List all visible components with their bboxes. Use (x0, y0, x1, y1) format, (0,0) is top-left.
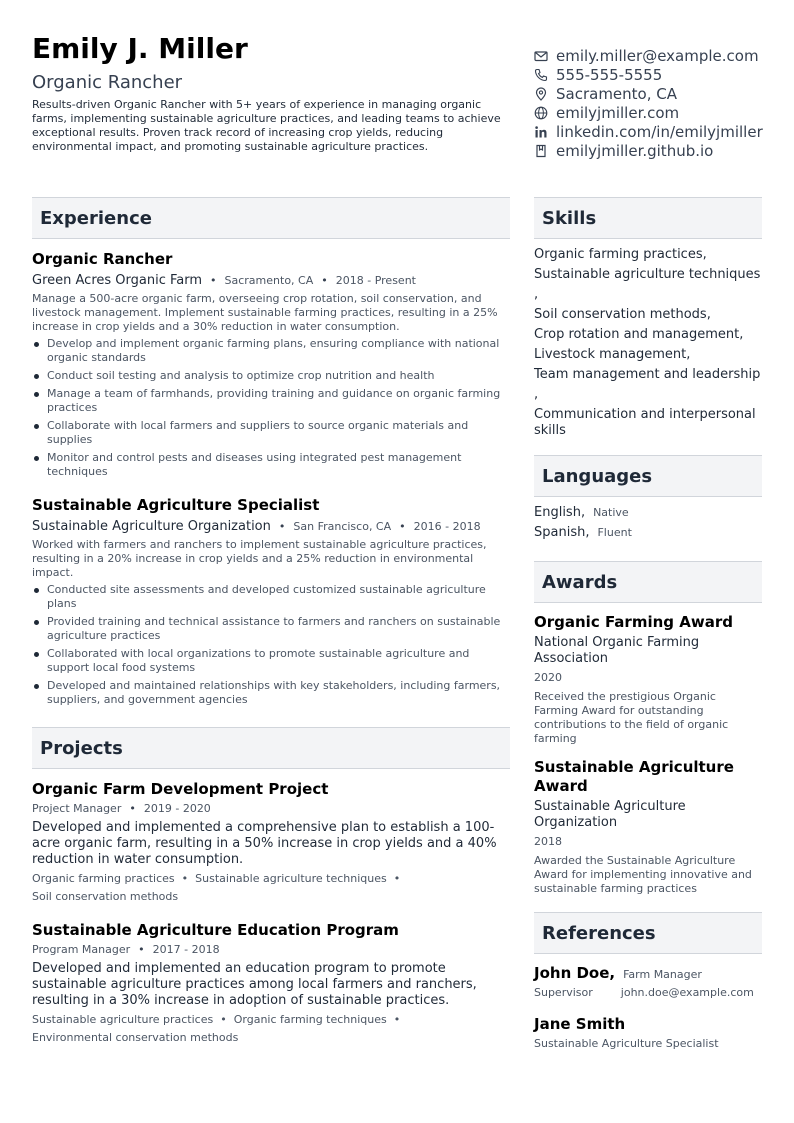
project-tag: Soil conservation methods (32, 890, 179, 903)
reference-header (534, 964, 762, 982)
bullet-item: Manage a team of farmhands, providing training and guidance on organic farming practices (32, 387, 510, 415)
contact-linkedin[interactable] (534, 122, 792, 141)
section-header-awards: Awards (534, 561, 762, 603)
language-item (534, 525, 762, 545)
reference-item (534, 1015, 762, 1050)
award-title: Sustainable Agriculture Award (534, 758, 734, 795)
languages-list (534, 505, 762, 545)
contact-github-text: emilyjmiller.github.io (556, 141, 714, 160)
award-date: 2020 (534, 671, 562, 684)
project-tag: Organic farming practices (32, 872, 175, 885)
skill-item: Soil conservation methods, (534, 307, 711, 322)
award-date: 2018 (534, 835, 562, 848)
separator-dot: • (129, 802, 136, 815)
project-dates: 2017 - 2018 (152, 943, 220, 956)
skill-item: Livestock management, (534, 347, 691, 362)
job-description: Manage a 500-acre organic farm, overseeing crop rotation, soil conservation, and livestock management. Implement sustainable farming practices, resulting in a 25% increase in crop yields and a 30% reduction in water consumption. (32, 292, 498, 333)
phone-icon (534, 68, 548, 82)
section-header-experience: Experience (32, 197, 510, 239)
project-description: Developed and implemented a comprehensive plan to establish a 100-acre organic farm, resulting in a 50% increase in crop yields and a 40% reduction in water consumption. (32, 820, 497, 867)
skill-item: , (534, 387, 539, 402)
location-icon (534, 87, 548, 101)
contact-phone-text: 555-555-5555 (556, 65, 663, 84)
reference-relationship: Sustainable Agriculture Specialist (534, 1037, 719, 1050)
contact-github[interactable] (534, 141, 792, 160)
job-meta (32, 515, 510, 537)
project-meta (32, 940, 510, 960)
skill-item: Organic farming practices, (534, 247, 707, 262)
contact-email-text: emily.miller@example.com (556, 46, 759, 65)
skill-item: , (534, 287, 539, 302)
section-header-skills: Skills (534, 197, 762, 239)
contact-website[interactable] (534, 103, 792, 122)
contact-location (534, 84, 792, 103)
job-meta (32, 269, 510, 291)
experience-item (32, 249, 510, 479)
contact-website-text: emilyjmiller.com (556, 103, 680, 122)
job-company: Green Acres Organic Farm (32, 272, 203, 288)
candidate-name: Emily J. Miller (32, 32, 248, 65)
language-name: Spanish, (534, 525, 590, 540)
award-organization: National Organic Farming Association (534, 635, 700, 666)
project-tags (32, 870, 510, 906)
reference-item (534, 964, 762, 999)
bullet-item: Develop and implement organic farming plans, ensuring compliance with national organic standards (32, 337, 510, 365)
reference-email[interactable]: john.doe@example.com (620, 986, 754, 999)
bullet-item: Collaborated with local organizations to promote sustainable agriculture and support local food systems (32, 647, 510, 675)
bullet-item: Developed and maintained relationships with key stakeholders, including farmers, suppliers, and government agencies (32, 679, 510, 707)
project-tag: Organic farming techniques (233, 1013, 387, 1026)
skill-item: Team management and leadership (534, 367, 761, 382)
skill-item: Communication and interpersonal skills (534, 407, 756, 438)
candidate-headline: Organic Rancher (32, 72, 183, 93)
contact-linkedin-text: linkedin.com/in/emilyjmiller (556, 122, 763, 141)
award-item (534, 758, 762, 896)
award-title: Organic Farming Award (534, 613, 733, 631)
job-location: San Francisco, CA (293, 519, 392, 533)
job-bullets (32, 337, 510, 479)
separator-dot: • (278, 519, 286, 533)
job-title: Organic Rancher (32, 250, 173, 268)
bullet-item: Monitor and control pests and diseases using integrated pest management techniques (32, 451, 510, 479)
bullet-item: Collaborate with local farmers and suppliers to source organic materials and supplies (32, 419, 510, 447)
separator-dot: • (393, 872, 401, 885)
job-dates: 2016 - 2018 (413, 519, 481, 533)
job-description: Worked with farmers and ranchers to implement sustainable agriculture practices, resulting in a 20% increase in crop yields and a 25% reduction in environmental impact. (32, 538, 487, 579)
contact-phone[interactable] (534, 65, 792, 84)
reference-role: Farm Manager (623, 968, 702, 981)
contact-email[interactable] (534, 46, 792, 65)
job-title: Sustainable Agriculture Specialist (32, 496, 320, 514)
award-organization: Sustainable Agriculture Organization (534, 799, 686, 830)
reference-details (534, 986, 762, 999)
separator-dot: • (210, 273, 217, 287)
project-title: Organic Farm Development Project (32, 780, 329, 798)
skills-list (534, 247, 762, 439)
language-name: English, (534, 505, 586, 520)
left-column (32, 197, 510, 1047)
separator-dot: • (181, 872, 189, 885)
github-icon (534, 144, 548, 158)
email-icon (534, 49, 548, 63)
separator-dot: • (138, 943, 145, 956)
section-header-references: References (534, 912, 762, 954)
job-company: Sustainable Agriculture Organization (32, 518, 271, 534)
skill-item: Sustainable agriculture techniques (534, 267, 761, 282)
job-dates: 2018 - Present (335, 273, 416, 287)
job-location: Sacramento, CA (224, 273, 314, 287)
separator-dot: • (393, 1013, 401, 1026)
contact-location-text: Sacramento, CA (556, 84, 677, 103)
section-header-languages: Languages (534, 455, 762, 497)
language-level: Fluent (597, 526, 632, 539)
project-tag: Sustainable agriculture techniques (195, 872, 387, 885)
linkedin-icon (534, 125, 548, 139)
reference-header (534, 1015, 762, 1033)
reference-details (534, 1037, 762, 1050)
bullet-item: Provided training and technical assistance to farmers and ranchers on sustainable agriculture practices (32, 615, 510, 643)
reference-name: Jane Smith (534, 1015, 626, 1033)
project-meta (32, 799, 510, 819)
project-role: Project Manager (32, 802, 122, 815)
separator-dot: • (220, 1013, 227, 1026)
project-description: Developed and implemented an education program to promote sustainable agriculture practices among local farmers and ranchers, resulting in a 30% increase in adoption of sustainable practices. (32, 961, 477, 1008)
project-role: Program Manager (32, 943, 131, 956)
language-level: Native (593, 506, 629, 519)
project-dates: 2019 - 2020 (143, 802, 211, 815)
job-bullets (32, 583, 510, 707)
project-title: Sustainable Agriculture Education Program (32, 921, 399, 939)
skill-item: Crop rotation and management, (534, 327, 744, 342)
experience-item (32, 495, 510, 707)
project-item (32, 779, 510, 906)
language-item (534, 505, 762, 525)
separator-dot: • (399, 519, 406, 533)
right-column (534, 197, 762, 1050)
bullet-item: Conducted site assessments and developed customized sustainable agriculture plans (32, 583, 510, 611)
project-tags (32, 1011, 510, 1047)
separator-dot: • (321, 273, 328, 287)
project-tag: Sustainable agriculture practices (32, 1013, 214, 1026)
contact-list (534, 46, 792, 160)
globe-icon (534, 106, 548, 120)
bullet-item: Conduct soil testing and analysis to optimize crop nutrition and health (32, 369, 510, 383)
award-item (534, 613, 762, 746)
reference-name: John Doe, (534, 964, 616, 982)
project-item (32, 920, 510, 1047)
summary: Results-driven Organic Rancher with 5+ years of experience in managing organic farms, implementing sustainable agriculture practices, and leading teams to achieve exceptional results. Proven track record of increasing crop yields, reducing environmental impact, and promoting sustainable agriculture practices. (32, 98, 501, 153)
project-tag: Environmental conservation methods (32, 1031, 239, 1044)
reference-relationship: Supervisor (534, 986, 593, 999)
section-header-projects: Projects (32, 727, 510, 769)
award-description: Received the prestigious Organic Farming Award for outstanding contributions to the field of organic farming (534, 690, 729, 745)
award-description: Awarded the Sustainable Agriculture Award for implementing innovative and sustainable farming practices (534, 854, 752, 895)
